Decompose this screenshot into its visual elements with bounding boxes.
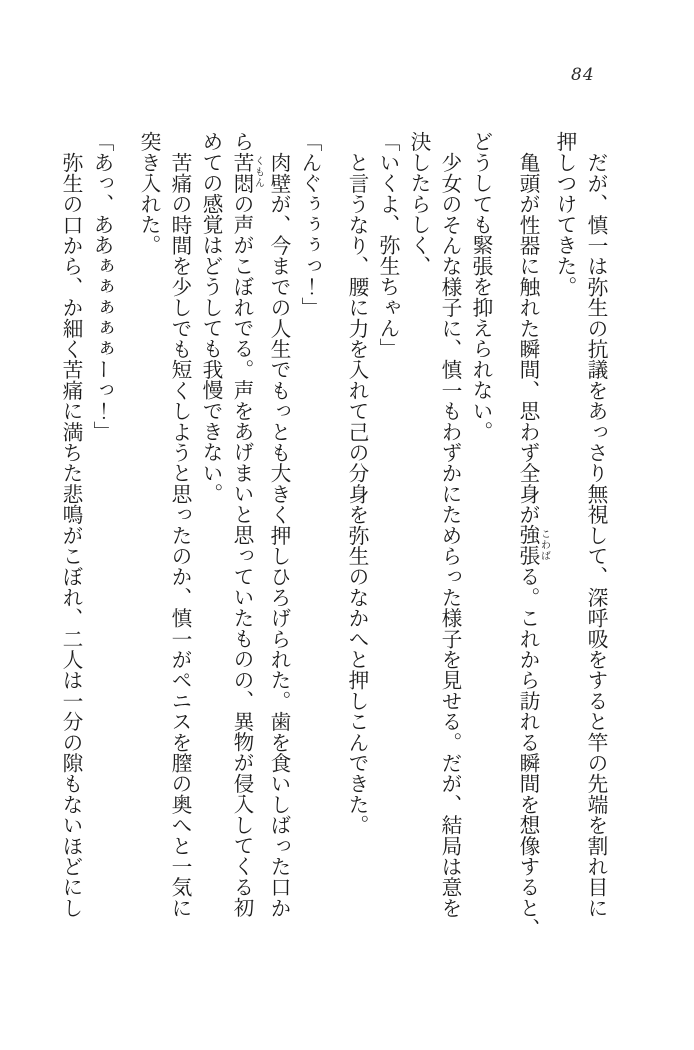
text-column: 「いくよ、弥生ちゃん」 (376, 131, 400, 359)
text-column: だが、慎一は弥生の抗議をあっさり無視して、深呼吸をすると竿の先端を割れ目に (584, 151, 608, 918)
text-column: 「あっ、ああぁぁぁぁぁーっ！」 (90, 131, 114, 442)
text-column: 決したらしく、 (407, 131, 431, 276)
furigana-base: 強張こわば (516, 524, 550, 566)
text-column: 少女のそんな様子に、慎一もわずかにためらった様子を見せる。だが、結局は意を (438, 151, 462, 918)
text-column: めての感覚はどうしても我慢できない。 (199, 131, 223, 504)
body-text (55, 131, 611, 939)
text-column: 「んぐぅぅぅっ！」 (298, 131, 322, 318)
text-column: ら苦悶くもんの声がこぼれでる。声をあげまいと思っていたものの、異物が侵入してくる初 (230, 131, 264, 918)
text-column: 押しつけてきた。 (553, 131, 577, 297)
text-column: 亀頭が性器に触れた瞬間、思わず全身が強張こわばる。これから訪れる瞬間を想像すると、 (516, 151, 550, 939)
text-column: 苦痛の時間を少しでも短くしようと思ったのか、慎一がペニスを膣の奥へと一気に (168, 151, 192, 918)
furigana-base: 苦悶くもん (230, 151, 264, 194)
text-column: 突き入れた。 (137, 131, 161, 256)
furigana-reading: くもん (252, 151, 264, 194)
text-column: 肉壁が、今までの人生でもっとも大きく押しひろげられた。歯を食いしばった口か (267, 151, 291, 918)
text-column: 弥生の口から、か細く苦痛に満ちた悲鳴がこぼれ、二人は一分の隙もないほどにし (59, 151, 83, 918)
text-column: どうしても緊張を抑えられない。 (469, 131, 493, 442)
text-column: と言うなり、腰に力を入れて己の分身を弥生のなかへと押しこんできた。 (345, 151, 369, 835)
page-number: 84 (571, 65, 595, 85)
furigana-reading: こわば (538, 524, 550, 566)
